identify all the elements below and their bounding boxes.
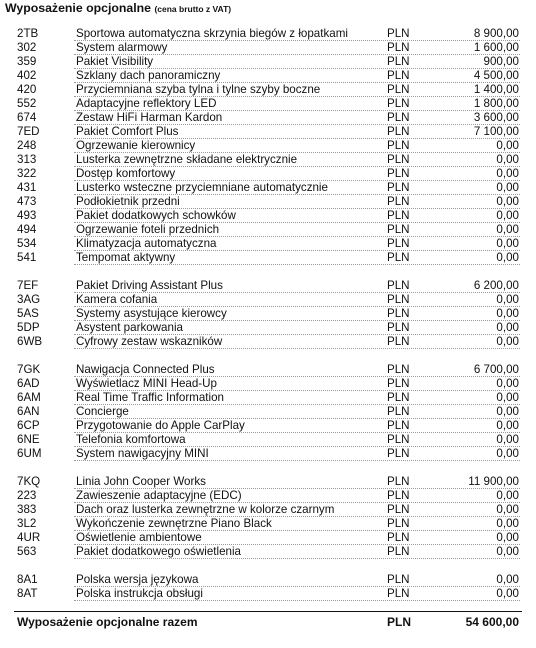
option-price: 0,00 [496, 447, 519, 460]
option-description: Real Time Traffic Information [76, 391, 224, 404]
option-row [0, 531, 536, 545]
option-code: 6AM [17, 391, 41, 404]
option-row [0, 489, 536, 503]
option-description: Podłokietnik przedni [76, 195, 180, 208]
option-price: 0,00 [496, 237, 519, 250]
option-description: Zestaw HiFi Harman Kardon [76, 111, 223, 124]
option-price: 11 900,00 [468, 475, 519, 488]
option-currency: PLN [387, 475, 410, 488]
option-row [0, 363, 536, 377]
option-code: 6AD [17, 377, 40, 390]
option-currency: PLN [387, 111, 410, 124]
option-currency: PLN [387, 97, 410, 110]
total-price: 54 600,00 [465, 615, 519, 629]
option-code: 359 [17, 55, 37, 68]
option-code: 7EF [17, 279, 39, 292]
option-group [0, 475, 536, 559]
option-currency: PLN [387, 69, 410, 82]
option-price: 0,00 [496, 545, 519, 558]
option-description: Lusterko wsteczne przyciemniane automatycznie [76, 181, 328, 194]
option-row [0, 125, 536, 139]
option-row [0, 195, 536, 209]
option-price: 0,00 [496, 433, 519, 446]
option-description: System nawigacyjny MINI [76, 447, 209, 460]
option-row [0, 279, 536, 293]
option-price: 0,00 [496, 139, 519, 152]
option-description: Asystent parkowania [76, 321, 183, 334]
option-price: 7 100,00 [473, 125, 519, 138]
option-currency: PLN [387, 363, 410, 376]
option-price: 900,00 [483, 55, 519, 68]
option-row [0, 55, 536, 69]
option-price: 0,00 [496, 251, 519, 264]
option-code: 674 [17, 111, 37, 124]
option-price: 0,00 [496, 223, 519, 236]
option-row [0, 237, 536, 251]
section-title-text: Wyposażenie opcjonalne [5, 1, 152, 15]
option-description: Dach oraz lusterka zewnętrzne w kolorze czarnym [76, 503, 335, 516]
option-currency: PLN [387, 587, 410, 600]
option-currency: PLN [387, 335, 410, 348]
option-code: 534 [17, 237, 37, 250]
option-currency: PLN [387, 223, 410, 236]
option-description: Pakiet Driving Assistant Plus [76, 279, 223, 292]
option-description: Wyświetlacz MINI Head-Up [76, 377, 217, 390]
option-price: 0,00 [496, 531, 519, 544]
option-description: Wykończenie zewnętrzne Piano Black [76, 517, 272, 530]
option-row [0, 153, 536, 167]
option-row [0, 517, 536, 531]
option-description: Sportowa automatyczna skrzynia biegów z łopatkami [76, 27, 348, 40]
option-price: 0,00 [496, 517, 519, 530]
option-price: 0,00 [496, 195, 519, 208]
option-code: 248 [17, 139, 37, 152]
option-currency: PLN [387, 489, 410, 502]
option-description: Concierge [76, 405, 129, 418]
option-row [0, 545, 536, 559]
option-description: Przygotowanie do Apple CarPlay [76, 419, 245, 432]
option-description: Lusterka zewnętrzne składane elektrycznie [76, 153, 298, 166]
option-code: 563 [17, 545, 37, 558]
option-price: 0,00 [496, 181, 519, 194]
option-row [0, 181, 536, 195]
option-price: 0,00 [496, 573, 519, 586]
option-row [0, 97, 536, 111]
option-price: 0,00 [496, 307, 519, 320]
option-price: 1 400,00 [473, 83, 519, 96]
option-description: Pakiet dodatkowego oświetlenia [76, 545, 241, 558]
option-row [0, 293, 536, 307]
option-currency: PLN [387, 251, 410, 264]
option-code: 431 [17, 181, 37, 194]
option-code: 541 [17, 251, 37, 264]
option-price: 1 800,00 [473, 97, 519, 110]
option-currency: PLN [387, 279, 410, 292]
option-currency: PLN [387, 405, 410, 418]
option-description: Systemy asystujące kierowcy [76, 307, 227, 320]
option-description: Cyfrowy zestaw wskazników [76, 335, 223, 348]
option-currency: PLN [387, 503, 410, 516]
option-code: 3AG [17, 293, 41, 306]
option-description: Oświetlenie ambientowe [76, 531, 202, 544]
options-list [0, 27, 536, 615]
option-code: 8A1 [17, 573, 38, 586]
option-currency: PLN [387, 321, 410, 334]
option-row [0, 587, 536, 601]
option-row [0, 27, 536, 41]
option-price: 0,00 [496, 293, 519, 306]
total-divider [14, 611, 522, 612]
option-code: 402 [17, 69, 37, 82]
option-code: 302 [17, 41, 37, 54]
option-currency: PLN [387, 573, 410, 586]
option-currency: PLN [387, 83, 410, 96]
option-description: Szklany dach panoramiczny [76, 69, 221, 82]
total-row [0, 614, 536, 630]
option-currency: PLN [387, 125, 410, 138]
option-row [0, 167, 536, 181]
option-description: Klimatyzacja automatyczna [76, 237, 217, 250]
option-currency: PLN [387, 307, 410, 320]
option-description: Adaptacyjne reflektory LED [76, 97, 217, 110]
option-row [0, 321, 536, 335]
option-price: 0,00 [496, 377, 519, 390]
option-row [0, 139, 536, 153]
option-code: 6WB [17, 335, 43, 348]
option-code: 313 [17, 153, 37, 166]
option-description: Tempomat aktywny [76, 251, 176, 264]
option-description: Kamera cofania [76, 293, 158, 306]
option-price: 3 600,00 [473, 111, 519, 124]
option-currency: PLN [387, 377, 410, 390]
option-row [0, 223, 536, 237]
option-group [0, 573, 536, 601]
option-code: 3L2 [17, 517, 37, 530]
option-row [0, 307, 536, 321]
option-currency: PLN [387, 41, 410, 54]
option-description: Ogrzewanie kierownicy [76, 139, 196, 152]
option-group [0, 363, 536, 461]
option-code: 5AS [17, 307, 39, 320]
option-currency: PLN [387, 209, 410, 222]
option-price: 0,00 [496, 391, 519, 404]
option-row [0, 573, 536, 587]
option-code: 322 [17, 167, 37, 180]
option-price: 0,00 [496, 335, 519, 348]
option-price: 0,00 [496, 321, 519, 334]
option-price: 0,00 [496, 419, 519, 432]
option-row [0, 251, 536, 265]
option-currency: PLN [387, 55, 410, 68]
option-currency: PLN [387, 139, 410, 152]
option-row [0, 69, 536, 83]
option-code: 6UM [17, 447, 42, 460]
option-currency: PLN [387, 167, 410, 180]
option-code: 6AN [17, 405, 40, 418]
option-code: 4UR [17, 531, 41, 544]
option-currency: PLN [387, 517, 410, 530]
option-row [0, 405, 536, 419]
option-code: 6CP [17, 419, 40, 432]
option-currency: PLN [387, 419, 410, 432]
option-description: Nawigacja Connected Plus [76, 363, 215, 376]
section-title [5, 1, 231, 16]
option-price: 4 500,00 [473, 69, 519, 82]
option-description: Telefonia komfortowa [76, 433, 186, 446]
option-currency: PLN [387, 181, 410, 194]
option-row [0, 41, 536, 55]
option-code: 2TB [17, 27, 39, 40]
option-description: Dostęp komfortowy [76, 167, 176, 180]
option-code: 552 [17, 97, 37, 110]
option-description: Polska wersja językowa [76, 573, 199, 586]
option-currency: PLN [387, 293, 410, 306]
option-description: Pakiet Visibility [76, 55, 154, 68]
option-description: Linia John Cooper Works [76, 475, 206, 488]
option-currency: PLN [387, 195, 410, 208]
option-code: 473 [17, 195, 37, 208]
option-code: 420 [17, 83, 37, 96]
option-description: Polska instrukcja obsługi [76, 587, 203, 600]
option-currency: PLN [387, 237, 410, 250]
option-description: System alarmowy [76, 41, 168, 54]
option-currency: PLN [387, 433, 410, 446]
option-row [0, 503, 536, 517]
option-code: 8AT [17, 587, 38, 600]
option-row [0, 83, 536, 97]
option-code: 7GK [17, 363, 41, 376]
option-price: 8 900,00 [473, 27, 519, 40]
option-price: 0,00 [496, 167, 519, 180]
option-code: 494 [17, 223, 37, 236]
option-code: 7ED [17, 125, 40, 138]
option-group [0, 279, 536, 349]
option-row [0, 447, 536, 461]
option-row [0, 209, 536, 223]
option-code: 7KQ [17, 475, 41, 488]
option-code: 6NE [17, 433, 40, 446]
option-row [0, 419, 536, 433]
option-currency: PLN [387, 27, 410, 40]
option-price: 0,00 [496, 503, 519, 516]
option-code: 493 [17, 209, 37, 222]
option-price: 0,00 [496, 489, 519, 502]
option-code: 5DP [17, 321, 40, 334]
option-row [0, 475, 536, 489]
total-currency: PLN [387, 615, 411, 629]
option-price: 0,00 [496, 405, 519, 418]
option-price: 0,00 [496, 209, 519, 222]
option-description: Pakiet dodatkowych schowków [76, 209, 236, 222]
option-code: 383 [17, 503, 37, 516]
option-row [0, 433, 536, 447]
option-description: Pakiet Comfort Plus [76, 125, 179, 138]
price-note: (cena brutto z VAT) [154, 4, 232, 14]
total-label: Wyposażenie opcjonalne razem [17, 615, 198, 629]
option-row [0, 391, 536, 405]
option-price: 0,00 [496, 153, 519, 166]
option-description: Ogrzewanie foteli przednich [76, 223, 220, 236]
option-price: 1 600,00 [473, 41, 519, 54]
option-currency: PLN [387, 531, 410, 544]
option-currency: PLN [387, 447, 410, 460]
option-group [0, 27, 536, 265]
option-row [0, 377, 536, 391]
option-price: 6 700,00 [473, 363, 519, 376]
option-currency: PLN [387, 545, 410, 558]
option-currency: PLN [387, 153, 410, 166]
option-code: 223 [17, 489, 37, 502]
option-row [0, 111, 536, 125]
option-row [0, 335, 536, 349]
option-description: Przyciemniana szyba tylna i tylne szyby boczne [76, 83, 321, 96]
option-price: 6 200,00 [473, 279, 519, 292]
option-description: Zawieszenie adaptacyjne (EDC) [76, 489, 242, 502]
option-price: 0,00 [496, 587, 519, 600]
option-currency: PLN [387, 391, 410, 404]
